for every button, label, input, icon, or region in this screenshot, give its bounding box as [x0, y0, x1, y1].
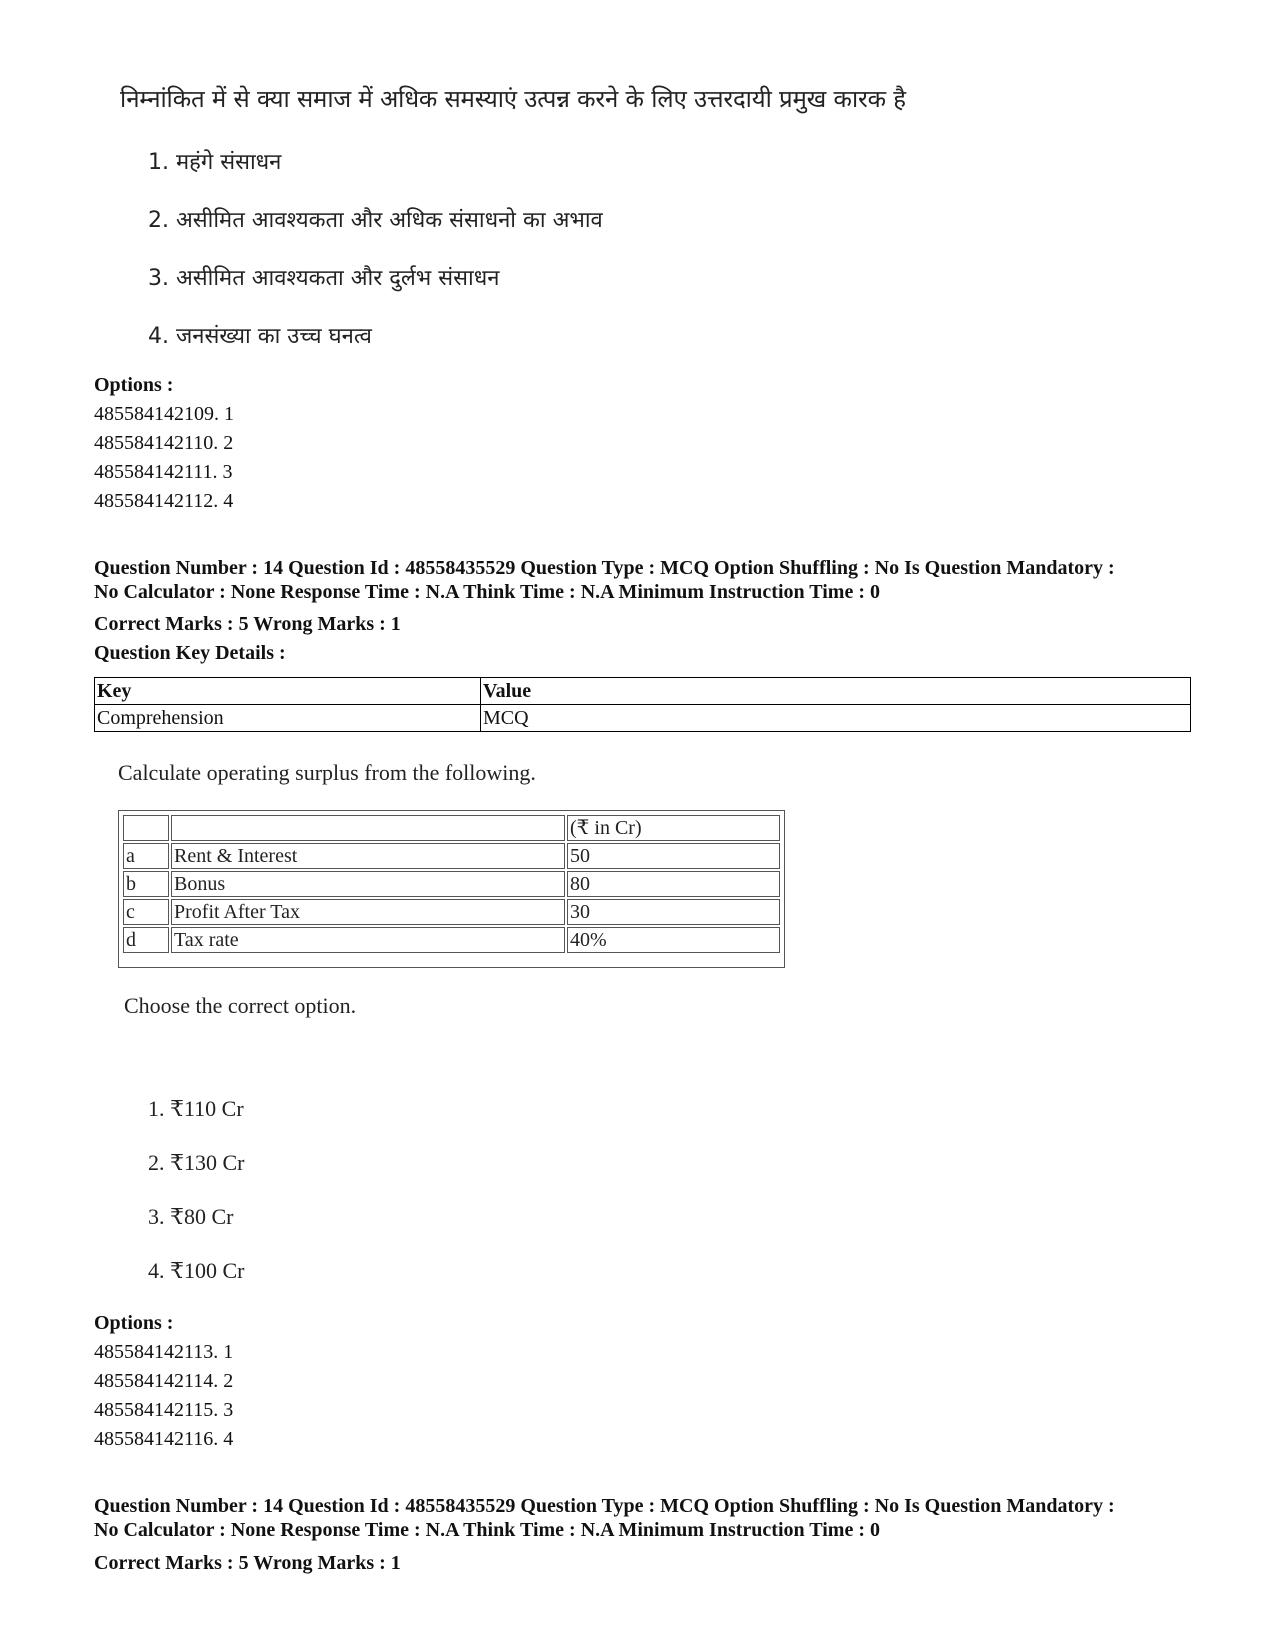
choice-4: 4. ₹100 Cr [148, 1258, 245, 1283]
option-id-2: 485584142110. 2 [94, 432, 234, 454]
key-details-label: Question Key Details : [94, 642, 286, 664]
calc-cell: d [123, 927, 169, 953]
option-id-3: 485584142115. 3 [94, 1399, 234, 1421]
table-row [95, 678, 1191, 705]
question-meta-line-1: Question Number : 14 Question Id : 48558435529 Question Type : MCQ Option Shuffling : No Is Question Mandatory : [94, 557, 1115, 579]
option-id-3: 485584142111. 3 [94, 461, 233, 483]
calc-header-a [123, 815, 169, 841]
marks-line: Correct Marks : 5 Wrong Marks : 1 [94, 1552, 401, 1574]
option-id-1: 485584142109. 1 [94, 403, 234, 425]
value-header: Value [481, 678, 1191, 705]
option-id-2: 485584142114. 2 [94, 1370, 234, 1392]
calc-cell: Profit After Tax [171, 899, 565, 925]
question-meta [94, 1494, 1214, 1542]
choice-1: 1. ₹110 Cr [148, 1096, 244, 1121]
table-row [123, 927, 780, 953]
choice-3: 3. ₹80 Cr [148, 1204, 234, 1229]
key-details-table [94, 677, 1191, 732]
key-header: Key [95, 678, 481, 705]
choice-2: 2. असीमित आवश्यकता और अधिक संसाधनो का अभाव [148, 208, 603, 233]
calc-header-c: (₹ in Cr) [567, 815, 780, 841]
value-cell: MCQ [481, 705, 1191, 732]
calc-header-b [171, 815, 565, 841]
options-label: Options : [94, 374, 174, 396]
calc-cell: b [123, 871, 169, 897]
options-label: Options : [94, 1312, 174, 1334]
choice-4: 4. जनसंख्या का उच्च घनत्व [148, 324, 372, 349]
calc-cell: 30 [567, 899, 780, 925]
question-meta-line-1: Question Number : 14 Question Id : 48558435529 Question Type : MCQ Option Shuffling : No Is Question Mandatory : [94, 1495, 1115, 1517]
calc-cell: Bonus [171, 871, 565, 897]
table-row [123, 871, 780, 897]
choice-2: 2. ₹130 Cr [148, 1150, 245, 1175]
question-meta [94, 556, 1214, 604]
calc-cell: c [123, 899, 169, 925]
table-row [123, 815, 780, 841]
choose-instruction: Choose the correct option. [124, 993, 357, 1018]
question-meta-line-2: No Calculator : None Response Time : N.A Think Time : N.A Minimum Instruction Time : 0 [94, 581, 880, 603]
calc-cell: a [123, 843, 169, 869]
calc-cell: 40% [567, 927, 780, 953]
calc-cell: Tax rate [171, 927, 565, 953]
calc-table [121, 813, 782, 955]
marks-line: Correct Marks : 5 Wrong Marks : 1 [94, 613, 401, 635]
question-text-hindi: निम्नांकित में से क्या समाज में अधिक समस्याएं उत्पन्न करने के लिए उत्तरदायी प्रमुख कारक है [120, 85, 906, 113]
calc-question-text: Calculate operating surplus from the following. [118, 760, 536, 785]
choice-1: 1. महंगे संसाधन [148, 150, 282, 175]
option-id-4: 485584142116. 4 [94, 1428, 234, 1450]
table-row [95, 705, 1191, 732]
table-row [123, 899, 780, 925]
option-id-4: 485584142112. 4 [94, 490, 234, 512]
table-row [123, 843, 780, 869]
calc-table-frame [118, 810, 785, 968]
option-id-1: 485584142113. 1 [94, 1341, 234, 1363]
calc-cell: 50 [567, 843, 780, 869]
calc-cell: 80 [567, 871, 780, 897]
question-meta-line-2: No Calculator : None Response Time : N.A Think Time : N.A Minimum Instruction Time : 0 [94, 1519, 880, 1541]
key-cell: Comprehension [95, 705, 481, 732]
choice-3: 3. असीमित आवश्यकता और दुर्लभ संसाधन [148, 266, 500, 291]
calc-cell: Rent & Interest [171, 843, 565, 869]
